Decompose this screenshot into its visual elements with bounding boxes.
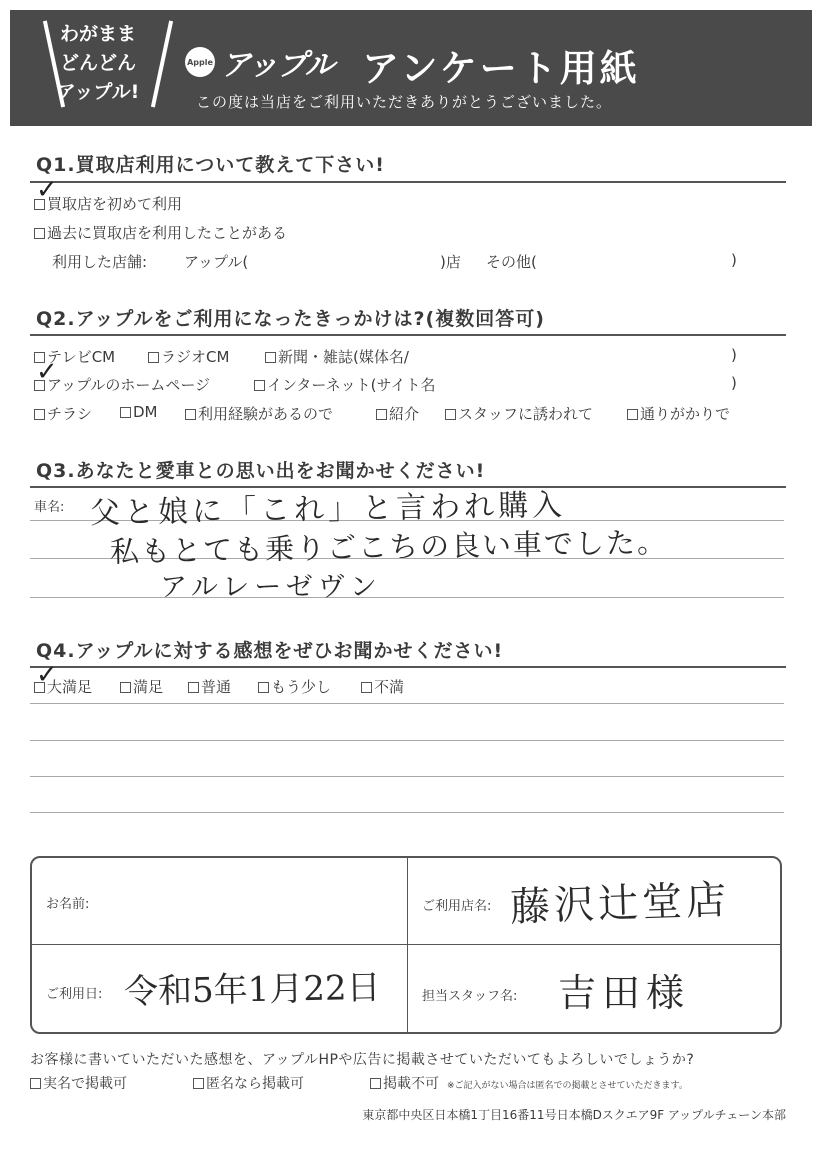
company-address: 東京都中央区日本橋1丁目16番11号日本橋Dスクエア9F アップルチェーン本部 xyxy=(362,1108,786,1122)
check-mark-icon: ✓ xyxy=(36,357,58,387)
checkbox[interactable] xyxy=(185,409,196,420)
q2-option-passing[interactable] xyxy=(627,403,730,424)
q4-title: Q4.アップルに対する感想をぜひお聞かせください! xyxy=(36,640,504,662)
slogan xyxy=(38,20,158,120)
option-label: 匿名なら掲載可 xyxy=(206,1076,304,1092)
q1-other-close: ) xyxy=(731,251,737,269)
q2-option-radio[interactable] xyxy=(148,346,229,367)
checkbox[interactable] xyxy=(258,682,269,693)
option-label: チラシ xyxy=(47,405,93,423)
checkbox[interactable] xyxy=(193,1078,204,1089)
q2-option-newspaper[interactable] xyxy=(265,346,409,367)
option-label: 新聞・雑誌(媒体名/ xyxy=(278,348,409,366)
checkbox[interactable] xyxy=(370,1078,381,1089)
customer-info-box xyxy=(30,856,782,1034)
q2-option-staff[interactable] xyxy=(445,403,593,424)
page-title: アンケート用紙 xyxy=(362,47,640,90)
option-label: ラジオCM xyxy=(161,348,230,366)
q4-option-satisfied[interactable] xyxy=(120,676,163,697)
publish-real-name-option[interactable] xyxy=(30,1073,127,1093)
store-name-label: ご利用店名: xyxy=(422,899,492,914)
option-label: アップルのホームページ xyxy=(47,376,211,394)
apple-logo-icon: Apple xyxy=(185,47,215,77)
checkbox[interactable] xyxy=(254,380,265,391)
option-label: もう少し xyxy=(271,678,332,696)
option-label: 利用経験があるので xyxy=(198,405,334,423)
q2-option-internet[interactable] xyxy=(254,374,435,395)
q3-handwritten-line: 私もとても乗りごこちの良い車でした。 xyxy=(109,525,669,569)
q3-handwritten-line: アルレーゼヴン xyxy=(160,572,382,603)
option-label: スタッフに誘われて xyxy=(458,405,594,423)
option-label: インターネット(サイト名 xyxy=(267,376,436,394)
staff-value: 吉田様 xyxy=(558,971,691,1015)
checkbox[interactable] xyxy=(34,228,45,239)
q2-option-referral[interactable] xyxy=(376,403,419,424)
survey-header xyxy=(10,10,812,126)
answer-line xyxy=(30,597,784,598)
checkbox[interactable] xyxy=(445,409,456,420)
info-divider-horizontal xyxy=(32,944,780,945)
store-name-value: 藤沢辻堂店 xyxy=(509,877,731,931)
slogan-line: わがまま xyxy=(59,23,136,45)
check-mark-icon: ✓ xyxy=(36,660,58,690)
comment-line xyxy=(30,776,784,777)
checkbox[interactable] xyxy=(34,409,45,420)
option-label: 満足 xyxy=(133,678,164,696)
checkbox[interactable] xyxy=(627,409,638,420)
slogan-line: アップル! xyxy=(56,81,140,103)
name-label: お名前: xyxy=(46,897,90,912)
q4-rule xyxy=(30,666,786,668)
option-label: 大満足 xyxy=(47,678,93,696)
no-publish-option[interactable] xyxy=(370,1073,688,1093)
q4-option-normal[interactable] xyxy=(188,676,231,697)
q1-store-label: 利用した店舗: xyxy=(52,253,148,271)
q2-option-experience[interactable] xyxy=(185,403,333,424)
option-label: 実名で掲載可 xyxy=(43,1076,127,1092)
comment-line xyxy=(30,703,784,704)
q4-option-somewhat[interactable] xyxy=(258,676,331,697)
checkbox[interactable] xyxy=(148,352,159,363)
option-label: DM xyxy=(133,403,158,421)
publication-note: ※ご記入がない場合は匿名での掲載とさせていただきます。 xyxy=(447,1081,688,1091)
option-label: 掲載不可 xyxy=(383,1076,439,1092)
q1-store-apple: アップル( xyxy=(184,253,249,271)
checkbox[interactable] xyxy=(120,682,131,693)
publish-anonymous-option[interactable] xyxy=(193,1073,304,1093)
option-label: 紹介 xyxy=(389,405,420,423)
staff-label: 担当スタッフ名: xyxy=(422,989,518,1004)
option-label: 普通 xyxy=(201,678,232,696)
option-label: 買取店を初めて利用 xyxy=(47,195,183,213)
q2-rule xyxy=(30,334,786,336)
page-subtitle: この度は当店をご利用いただきありがとうございました。 xyxy=(196,93,613,111)
info-divider-vertical xyxy=(407,858,408,1032)
checkbox[interactable] xyxy=(265,352,276,363)
slogan-line: どんどん xyxy=(59,52,136,74)
comment-line xyxy=(30,740,784,741)
option-label: 過去に買取店を利用したことがある xyxy=(47,224,288,242)
comment-line xyxy=(30,812,784,813)
checkbox[interactable] xyxy=(30,1078,41,1089)
checkbox[interactable] xyxy=(188,682,199,693)
date-value: 令和5年1月22日 xyxy=(123,967,381,1013)
option-label: 不満 xyxy=(374,678,405,696)
q2-row1-close: ) xyxy=(731,346,737,364)
q4-option-unsatisfied[interactable] xyxy=(361,676,404,697)
publication-question: お客様に書いていただいた感想を、アップルHPや広告に掲載させていただいてもよろしいでしょうか? xyxy=(30,1052,695,1068)
apple-logo xyxy=(185,40,334,84)
q1-store-suffix: )店 xyxy=(440,253,461,271)
checkbox[interactable] xyxy=(120,407,131,418)
q3-title: Q3.あなたと愛車との思い出をお聞かせください! xyxy=(36,460,486,482)
q2-row2-close: ) xyxy=(731,374,737,392)
option-label: 通りがかりで xyxy=(640,405,731,423)
checkbox[interactable] xyxy=(376,409,387,420)
checkbox[interactable] xyxy=(361,682,372,693)
q2-option-flyer[interactable] xyxy=(34,403,92,424)
q1-option-used-before[interactable] xyxy=(34,222,287,243)
q1-rule xyxy=(30,181,786,183)
q2-option-dm[interactable] xyxy=(120,403,158,421)
apple-logo-text: アップル xyxy=(221,48,334,83)
q2-option-homepage[interactable] xyxy=(34,374,210,395)
q1-title: Q1.買取店利用について教えて下さい! xyxy=(36,154,385,176)
date-label: ご利用日: xyxy=(46,987,103,1002)
q2-title: Q2.アップルをご利用になったきっかけは?(複数回答可) xyxy=(36,308,545,330)
q3-handwritten-line: 父と娘に「これ」と言われ購入 xyxy=(89,487,567,532)
check-mark-icon: ✓ xyxy=(36,175,58,205)
q3-car-label: 車名: xyxy=(34,500,65,515)
option-label: テレビCM xyxy=(47,348,116,366)
q1-other-label: その他( xyxy=(486,253,537,271)
